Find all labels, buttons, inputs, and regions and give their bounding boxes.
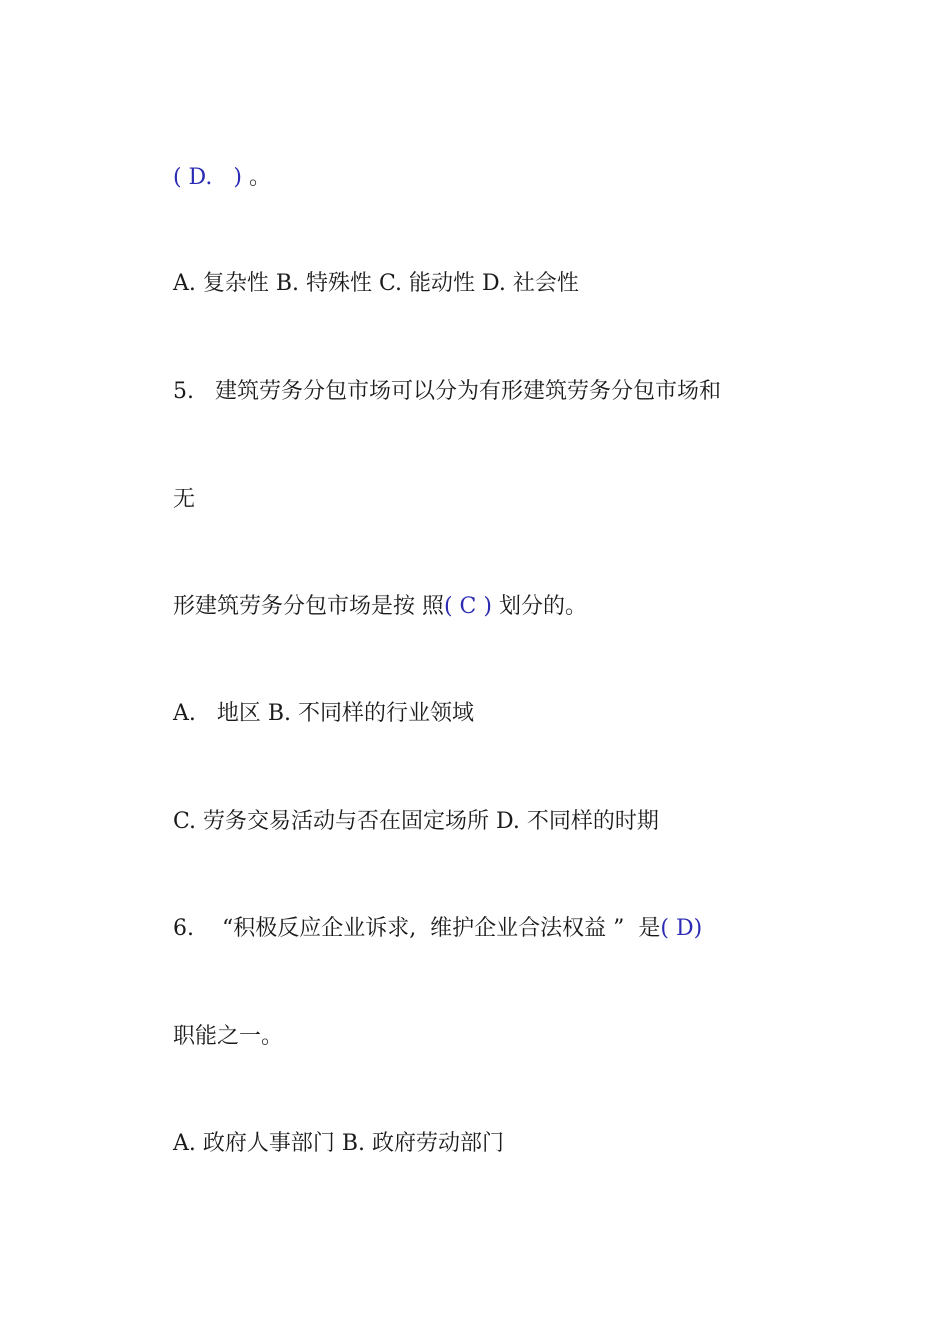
line-text: 6. “积极反应企业诉求, 维护企业合法权益 ” 是 [172, 916, 661, 941]
options-line-q5-c [145, 780, 659, 864]
answer-marker: ( C ) [443, 594, 492, 619]
question-5-line-2 [145, 565, 587, 649]
question-6-line [145, 887, 702, 971]
line-text: A. 复杂性 B. 特殊性 C. 能动性 D. 社会性 [172, 271, 579, 296]
question-5-continuation [145, 458, 195, 542]
options-line-q6 [145, 1102, 504, 1186]
line-text: 。 [241, 165, 271, 190]
line-text: 无 [172, 487, 195, 512]
line-answer-blank-d [145, 136, 271, 220]
line-text: A. 地区 B. 不同样的行业领域 [172, 701, 474, 726]
line-text: 5. 建筑劳务分包市场可以分为有形建筑劳务分包市场和 [172, 379, 721, 404]
options-line-q4 [145, 242, 579, 326]
answer-marker: ( D. ) [172, 165, 242, 190]
line-text: 划分的。 [491, 594, 587, 619]
line-text: 形建筑劳务分包市场是按 照 [172, 594, 444, 619]
line-text: 职能之一。 [172, 1024, 283, 1049]
answer-marker: ( D) [660, 916, 703, 941]
question-6-continuation [145, 995, 283, 1079]
question-5-line [145, 350, 721, 434]
line-text: C. 劳务交易活动与否在固定场所 D. 不同样的时期 [172, 809, 659, 834]
options-line-q5-a [145, 672, 474, 756]
line-text: A. 政府人事部门 B. 政府劳动部门 [172, 1131, 505, 1156]
